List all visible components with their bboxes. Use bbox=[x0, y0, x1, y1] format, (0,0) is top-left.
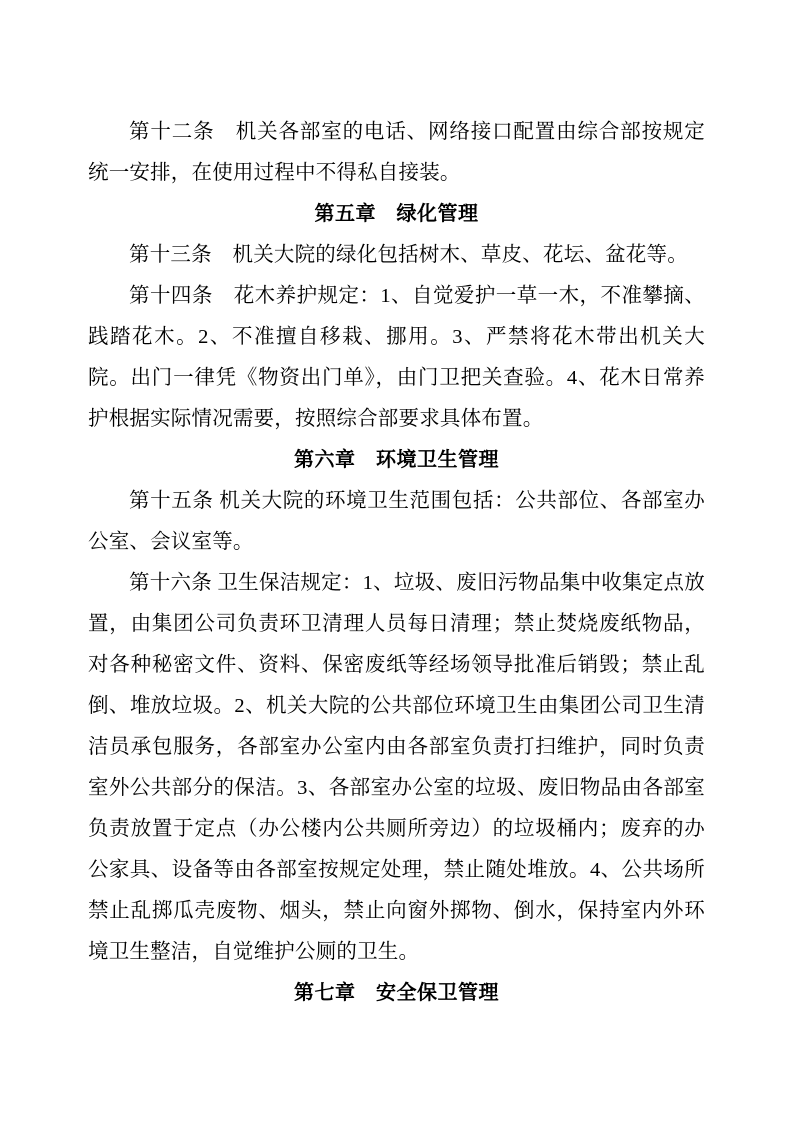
article-twelve: 第十二条 机关各部室的电话、网络接口配置由综合部按规定统一安排，在使用过程中不得私自接装。 bbox=[88, 121, 705, 184]
chapter-five-heading: 第五章 绿化管理 bbox=[314, 203, 479, 225]
article-fourteen: 第十四条 花木养护规定：1、自觉爱护一草一木，不准攀摘、践踏花木。2、不准擅自移栽、挪用。3、严禁将花木带出机关大院。出门一律凭《物资出门单》，由门卫把关查验。4、花木日常养护根据实际情况需要，按照综合部要求具体布置。 bbox=[88, 285, 705, 430]
article-sixteen: 第十六条 卫生保洁规定：1、垃圾、废旧污物品集中收集定点放置，由集团公司负责环卫清理人员每日清理；禁止焚烧废纸物品，对各种秘密文件、资料、保密废纸等经场领导批准后销毁；禁止乱倒、堆放垃圾。2、机关大院的公共部位环境卫生由集团公司卫生清洁员承包服务，各部室办公室内由各部室负责打扫维护，同时负责室外公共部分的保洁。3、各部室办公室的垃圾、废旧物品由各部室负责放置于定点（办公楼内公共厕所旁边）的垃圾桶内；废弃的办公家具、设备等由各部室按规定处理，禁止随处堆放。4、公共场所禁止乱掷瓜壳废物、烟头，禁止向窗外掷物、倒水，保持室内外环境卫生整洁，自觉维护公厕的卫生。 bbox=[88, 572, 705, 963]
article-thirteen: 第十三条 机关大院的绿化包括树木、草皮、花坛、盆花等。 bbox=[129, 244, 688, 266]
article-fifteen: 第十五条 机关大院的环境卫生范围包括：公共部位、各部室办公室、会议室等。 bbox=[88, 490, 705, 553]
document-body bbox=[88, 112, 705, 1014]
chapter-seven-heading: 第七章 安全保卫管理 bbox=[294, 982, 499, 1004]
chapter-six-heading: 第六章 环境卫生管理 bbox=[294, 449, 499, 471]
